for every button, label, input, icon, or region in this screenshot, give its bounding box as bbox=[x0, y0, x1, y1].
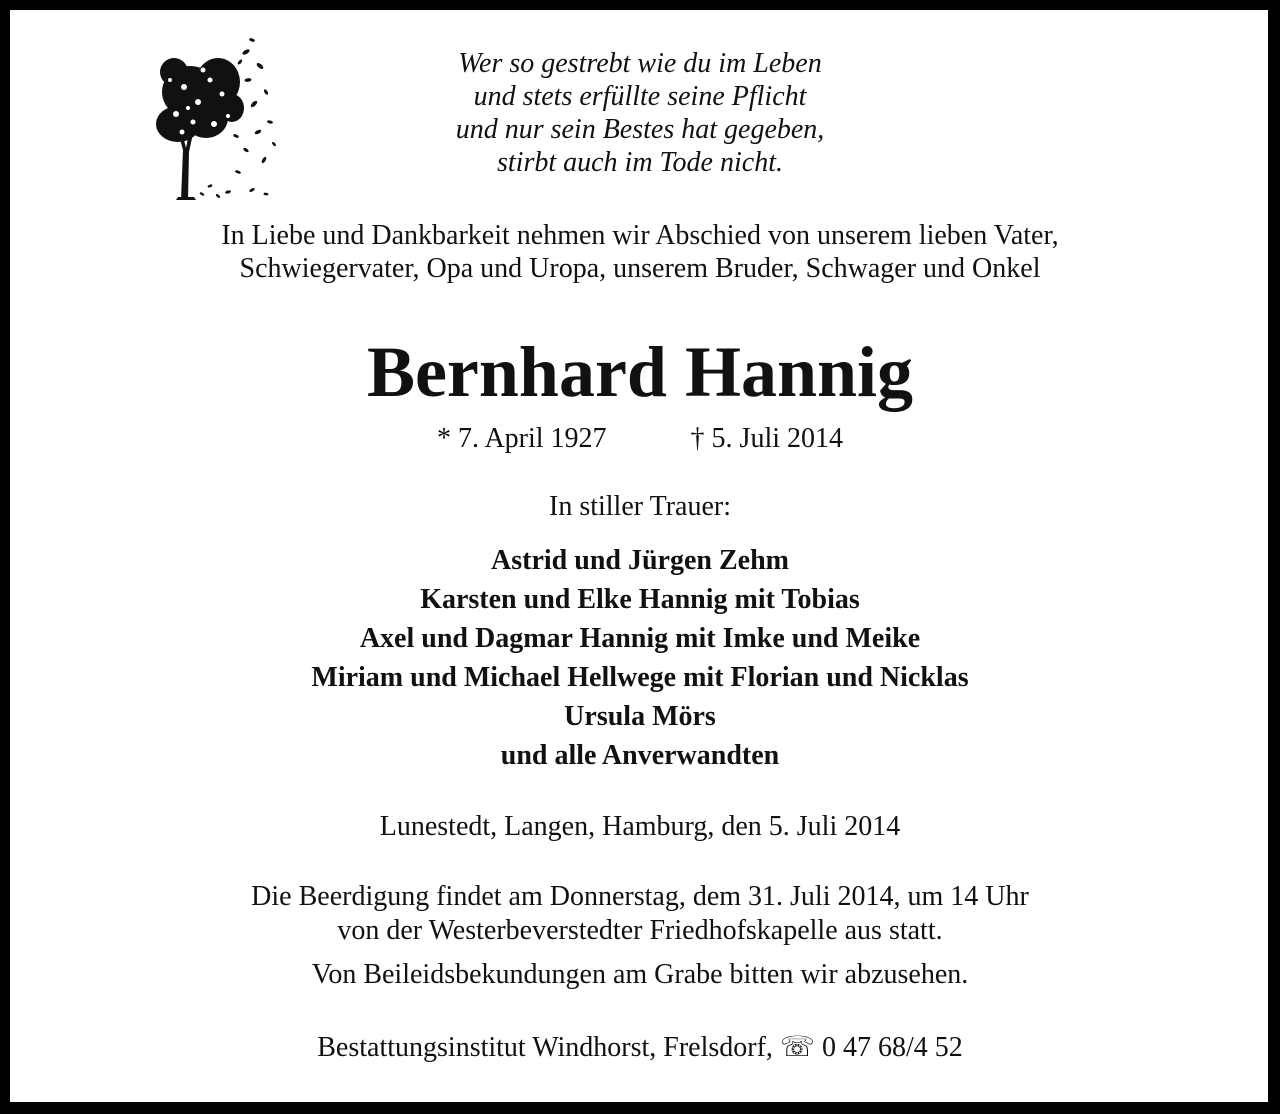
mourner-line: Miriam und Michael Hellwege mit Florian und Nicklas bbox=[311, 662, 969, 693]
intro-line: In Liebe und Dankbarkeit nehmen wir Abschied von unserem lieben Vater, bbox=[221, 220, 1059, 251]
mourner-line: Karsten und Elke Hannig mit Tobias bbox=[420, 584, 860, 615]
place-and-date: Lunestedt, Langen, Hamburg, den 5. Juli 2014 bbox=[379, 811, 901, 842]
condolence-note: Von Beileidsbekundungen am Grabe bitten wir abzusehen. bbox=[311, 959, 969, 990]
life-dates bbox=[0, 422, 1280, 455]
mourner-line: Ursula Mörs bbox=[564, 701, 716, 732]
deceased-name: Bernhard Hannig bbox=[366, 332, 914, 412]
mourners-list bbox=[0, 541, 1280, 775]
death-date: † 5. Juli 2014 bbox=[690, 423, 844, 454]
farewell-intro bbox=[0, 219, 1280, 285]
undertaker-contact: Bestattungsinstitut Windhorst, Frelsdorf, ☏ 0 47 68/4 52 bbox=[317, 1032, 963, 1063]
funeral-line: von der Westerbeverstedter Friedhofskapelle aus statt. bbox=[337, 915, 943, 946]
intro-line: Schwiegervater, Opa und Uropa, unserem Bruder, Schwager und Onkel bbox=[239, 253, 1041, 284]
poem-line: und nur sein Bestes hat gegeben, bbox=[455, 114, 825, 145]
birth-date: * 7. April 1927 bbox=[436, 423, 607, 454]
poem-line: stirbt auch im Tode nicht. bbox=[497, 147, 783, 178]
mourner-line: Astrid und Jürgen Zehm bbox=[491, 545, 789, 576]
funeral-details bbox=[0, 880, 1280, 948]
tree-icon bbox=[148, 32, 280, 204]
mourning-heading: In stiller Trauer: bbox=[549, 491, 731, 522]
poem bbox=[340, 47, 940, 179]
poem-line: Wer so gestrebt wie du im Leben bbox=[458, 48, 822, 79]
poem-line: und stets erfüllte seine Pflicht bbox=[473, 81, 807, 112]
mourner-line: und alle Anverwandten bbox=[500, 740, 780, 771]
funeral-line: Die Beerdigung findet am Donnerstag, dem 31. Juli 2014, um 14 Uhr bbox=[251, 881, 1029, 912]
mourner-line: Axel und Dagmar Hannig mit Imke und Meike bbox=[359, 623, 921, 654]
